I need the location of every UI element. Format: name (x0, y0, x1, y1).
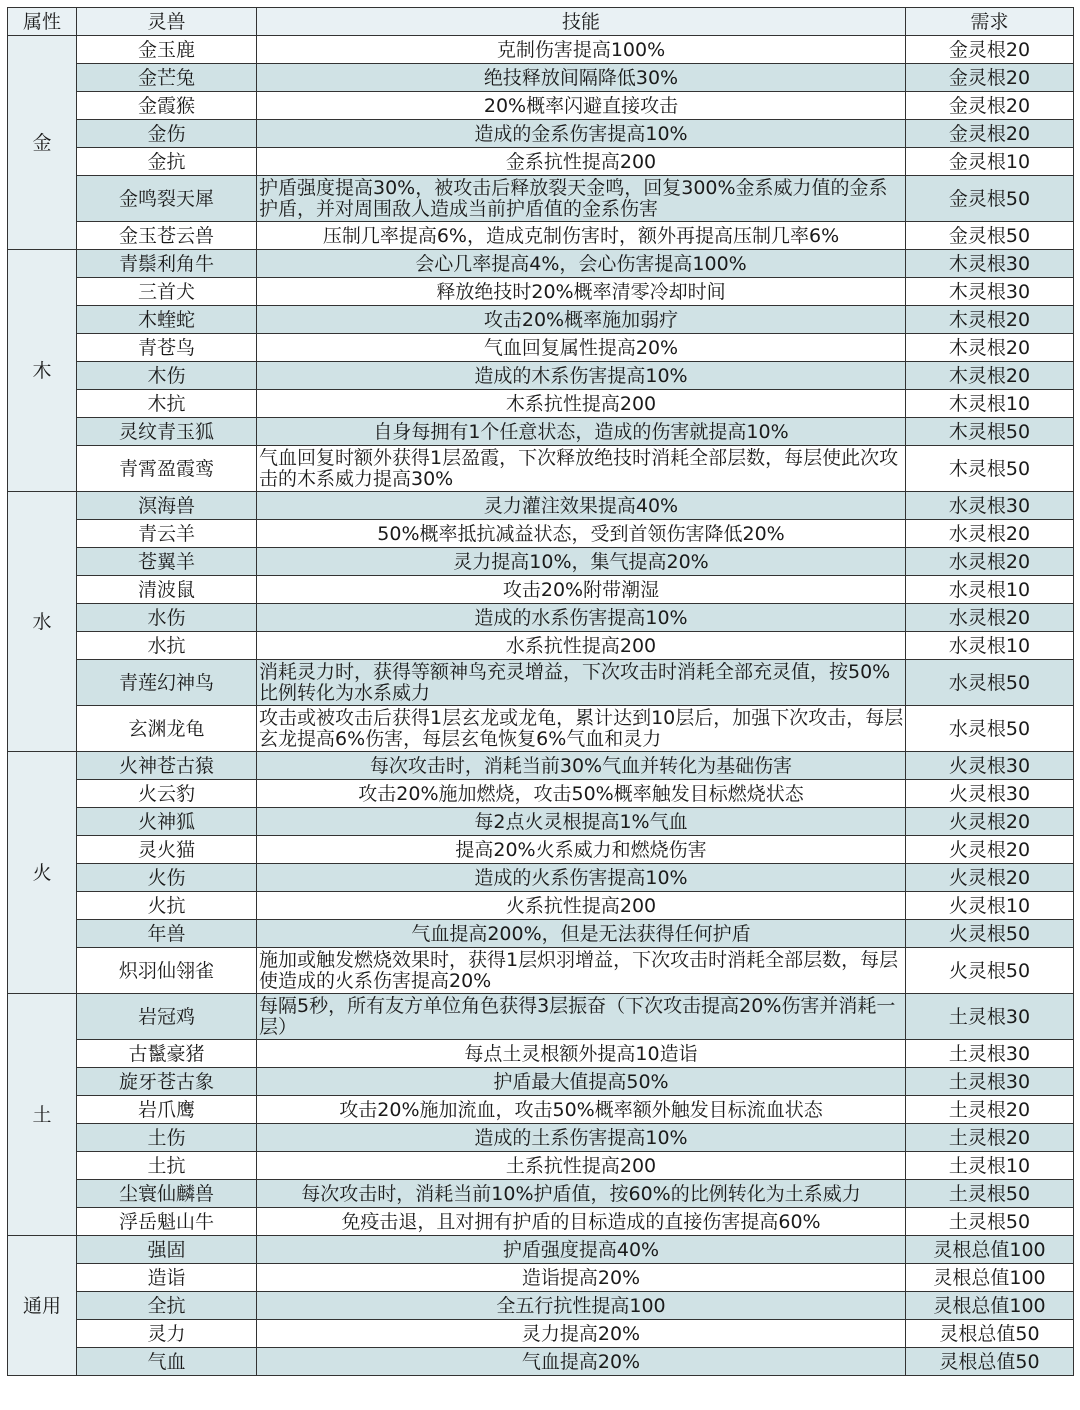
beast-cell: 土抗 (77, 1152, 257, 1180)
table-row (8, 780, 1074, 808)
beast-cell: 尘寰仙麟兽 (77, 1180, 257, 1208)
requirement-cell: 金灵根20 (906, 64, 1074, 92)
skill-cell: 护盾强度提高30%，被攻击后释放裂天金鸣，回复300%金系威力值的金系护盾，并对周围敌人造成当前护盾值的金系伤害 (257, 176, 906, 222)
skill-cell: 攻击20%附带潮湿 (257, 576, 906, 604)
requirement-cell: 灵根总值100 (906, 1292, 1074, 1320)
requirement-cell: 木灵根50 (906, 418, 1074, 446)
skill-cell: 土系抗性提高200 (257, 1152, 906, 1180)
table-row (8, 1068, 1074, 1096)
attribute-cell: 金 (8, 36, 77, 250)
beast-cell: 火抗 (77, 892, 257, 920)
attribute-cell: 通用 (8, 1236, 77, 1376)
beast-cell: 金鸣裂天犀 (77, 176, 257, 222)
table-row (8, 222, 1074, 250)
table-row (8, 752, 1074, 780)
table-row (8, 520, 1074, 548)
table-row (8, 362, 1074, 390)
skill-cell: 水系抗性提高200 (257, 632, 906, 660)
requirement-cell: 木灵根20 (906, 334, 1074, 362)
requirement-cell: 土灵根30 (906, 994, 1074, 1040)
requirement-cell: 金灵根20 (906, 92, 1074, 120)
table-row (8, 548, 1074, 576)
skill-cell: 每次攻击时，消耗当前30%气血并转化为基础伤害 (257, 752, 906, 780)
table-row (8, 604, 1074, 632)
table-row (8, 176, 1074, 222)
header-attr: 属性 (8, 8, 77, 36)
beast-cell: 溟海兽 (77, 492, 257, 520)
skill-cell: 火系抗性提高200 (257, 892, 906, 920)
skill-cell: 造诣提高20% (257, 1264, 906, 1292)
skill-cell: 绝技释放间隔降低30% (257, 64, 906, 92)
requirement-cell: 金灵根20 (906, 120, 1074, 148)
skill-cell: 灵力提高10%，集气提高20% (257, 548, 906, 576)
requirement-cell: 火灵根10 (906, 892, 1074, 920)
beast-cell: 青苍鸟 (77, 334, 257, 362)
skill-cell: 气血提高200%，但是无法获得任何护盾 (257, 920, 906, 948)
skill-cell: 压制几率提高6%，造成克制伤害时，额外再提高压制几率6% (257, 222, 906, 250)
beast-cell: 年兽 (77, 920, 257, 948)
table-row (8, 418, 1074, 446)
requirement-cell: 水灵根50 (906, 660, 1074, 706)
requirement-cell: 土灵根50 (906, 1208, 1074, 1236)
skill-cell: 攻击20%施加流血，攻击50%概率额外触发目标流血状态 (257, 1096, 906, 1124)
skill-cell: 50%概率抵抗减益状态，受到首领伤害降低20% (257, 520, 906, 548)
requirement-cell: 木灵根20 (906, 362, 1074, 390)
table-row (8, 1320, 1074, 1348)
table-row (8, 1096, 1074, 1124)
table-row (8, 306, 1074, 334)
beast-cell: 木抗 (77, 390, 257, 418)
skill-cell: 木系抗性提高200 (257, 390, 906, 418)
requirement-cell: 土灵根20 (906, 1124, 1074, 1152)
table-row (8, 120, 1074, 148)
requirement-cell: 火灵根50 (906, 948, 1074, 994)
table-row (8, 948, 1074, 994)
table-row (8, 576, 1074, 604)
beast-cell: 金芒兔 (77, 64, 257, 92)
table-row (8, 492, 1074, 520)
spirit-beast-table (7, 7, 1074, 1376)
skill-cell: 造成的木系伤害提高10% (257, 362, 906, 390)
table-row (8, 64, 1074, 92)
table-row (8, 1236, 1074, 1264)
beast-cell: 清波鼠 (77, 576, 257, 604)
requirement-cell: 火灵根20 (906, 836, 1074, 864)
skill-cell: 气血回复时额外获得1层盈霞，下次释放绝技时消耗全部层数，每层使此次攻击的木系威力提高30% (257, 446, 906, 492)
table-row (8, 1040, 1074, 1068)
skill-cell: 造成的金系伤害提高10% (257, 120, 906, 148)
skill-cell: 攻击20%概率施加弱疗 (257, 306, 906, 334)
table-row (8, 1264, 1074, 1292)
requirement-cell: 土灵根20 (906, 1096, 1074, 1124)
skill-cell: 护盾强度提高40% (257, 1236, 906, 1264)
skill-cell: 气血提高20% (257, 1348, 906, 1376)
beast-cell: 青霄盈霞鸾 (77, 446, 257, 492)
requirement-cell: 火灵根30 (906, 752, 1074, 780)
beast-cell: 造诣 (77, 1264, 257, 1292)
skill-cell: 提高20%火系威力和燃烧伤害 (257, 836, 906, 864)
requirement-cell: 土灵根50 (906, 1180, 1074, 1208)
beast-cell: 火云豹 (77, 780, 257, 808)
requirement-cell: 水灵根20 (906, 520, 1074, 548)
beast-cell: 金玉鹿 (77, 36, 257, 64)
beast-cell: 浮岳魁山牛 (77, 1208, 257, 1236)
skill-cell: 消耗灵力时，获得等额神鸟充灵增益，下次攻击时消耗全部充灵值，按50%比例转化为水系威力 (257, 660, 906, 706)
skill-cell: 金系抗性提高200 (257, 148, 906, 176)
requirement-cell: 木灵根30 (906, 278, 1074, 306)
beast-cell: 古鬣豪猪 (77, 1040, 257, 1068)
table-row (8, 706, 1074, 752)
beast-cell: 青鬃利角牛 (77, 250, 257, 278)
skill-cell: 会心几率提高4%，会心伤害提高100% (257, 250, 906, 278)
table-row (8, 278, 1074, 306)
table-row (8, 1208, 1074, 1236)
skill-cell: 20%概率闪避直接攻击 (257, 92, 906, 120)
header-beast: 灵兽 (77, 8, 257, 36)
table-row (8, 390, 1074, 418)
beast-cell: 旋牙苍古象 (77, 1068, 257, 1096)
beast-cell: 岩爪鹰 (77, 1096, 257, 1124)
beast-cell: 玄渊龙龟 (77, 706, 257, 752)
skill-cell: 护盾最大值提高50% (257, 1068, 906, 1096)
table-row (8, 994, 1074, 1040)
beast-cell: 土伤 (77, 1124, 257, 1152)
skill-cell: 灵力灌注效果提高40% (257, 492, 906, 520)
beast-cell: 青云羊 (77, 520, 257, 548)
skill-cell: 造成的火系伤害提高10% (257, 864, 906, 892)
beast-cell: 强固 (77, 1236, 257, 1264)
beast-cell: 火神狐 (77, 808, 257, 836)
requirement-cell: 土灵根10 (906, 1152, 1074, 1180)
requirement-cell: 金灵根20 (906, 36, 1074, 64)
beast-cell: 水抗 (77, 632, 257, 660)
requirement-cell: 火灵根50 (906, 920, 1074, 948)
table-row (8, 92, 1074, 120)
table-row (8, 864, 1074, 892)
attribute-cell: 土 (8, 994, 77, 1236)
requirement-cell: 金灵根10 (906, 148, 1074, 176)
requirement-cell: 灵根总值50 (906, 1320, 1074, 1348)
beast-cell: 灵纹青玉狐 (77, 418, 257, 446)
skill-cell: 气血回复属性提高20% (257, 334, 906, 362)
table-row (8, 1124, 1074, 1152)
requirement-cell: 土灵根30 (906, 1040, 1074, 1068)
skill-cell: 攻击20%施加燃烧，攻击50%概率触发目标燃烧状态 (257, 780, 906, 808)
beast-cell: 水伤 (77, 604, 257, 632)
skill-cell: 每点土灵根额外提高10造诣 (257, 1040, 906, 1068)
table-row (8, 250, 1074, 278)
table-row (8, 1180, 1074, 1208)
requirement-cell: 火灵根20 (906, 808, 1074, 836)
table-row (8, 36, 1074, 64)
header-row (8, 8, 1074, 36)
requirement-cell: 灵根总值100 (906, 1236, 1074, 1264)
beast-cell: 岩冠鸡 (77, 994, 257, 1040)
table-row (8, 632, 1074, 660)
requirement-cell: 火灵根20 (906, 864, 1074, 892)
requirement-cell: 水灵根30 (906, 492, 1074, 520)
requirement-cell: 土灵根30 (906, 1068, 1074, 1096)
table-row (8, 660, 1074, 706)
skill-cell: 自身每拥有1个任意状态，造成的伤害就提高10% (257, 418, 906, 446)
table-row (8, 334, 1074, 362)
beast-cell: 苍翼羊 (77, 548, 257, 576)
requirement-cell: 木灵根50 (906, 446, 1074, 492)
beast-cell: 火神苍古猿 (77, 752, 257, 780)
requirement-cell: 金灵根50 (906, 176, 1074, 222)
attribute-cell: 木 (8, 250, 77, 492)
beast-cell: 青莲幻神鸟 (77, 660, 257, 706)
table-row (8, 1292, 1074, 1320)
table-row (8, 1152, 1074, 1180)
table-row (8, 808, 1074, 836)
beast-cell: 金霞猴 (77, 92, 257, 120)
skill-cell: 每2点火灵根提高1%气血 (257, 808, 906, 836)
requirement-cell: 木灵根30 (906, 250, 1074, 278)
requirement-cell: 水灵根10 (906, 632, 1074, 660)
requirement-cell: 木灵根10 (906, 390, 1074, 418)
skill-cell: 灵力提高20% (257, 1320, 906, 1348)
requirement-cell: 灵根总值50 (906, 1348, 1074, 1376)
beast-cell: 金抗 (77, 148, 257, 176)
requirement-cell: 水灵根50 (906, 706, 1074, 752)
attribute-cell: 水 (8, 492, 77, 752)
attribute-cell: 火 (8, 752, 77, 994)
beast-cell: 木蝰蛇 (77, 306, 257, 334)
beast-cell: 气血 (77, 1348, 257, 1376)
beast-cell: 全抗 (77, 1292, 257, 1320)
skill-cell: 攻击或被攻击后获得1层玄龙或龙龟，累计达到10层后，加强下次攻击，每层玄龙提高6%伤害，每层玄龟恢复6%气血和灵力 (257, 706, 906, 752)
table-row (8, 836, 1074, 864)
skill-cell: 造成的水系伤害提高10% (257, 604, 906, 632)
beast-cell: 火伤 (77, 864, 257, 892)
requirement-cell: 水灵根10 (906, 576, 1074, 604)
header-skill: 技能 (257, 8, 906, 36)
skill-cell: 免疫击退，且对拥有护盾的目标造成的直接伤害提高60% (257, 1208, 906, 1236)
beast-cell: 木伤 (77, 362, 257, 390)
table-row (8, 1348, 1074, 1376)
requirement-cell: 金灵根50 (906, 222, 1074, 250)
skill-cell: 克制伤害提高100% (257, 36, 906, 64)
table-row (8, 920, 1074, 948)
table-row (8, 892, 1074, 920)
beast-cell: 金伤 (77, 120, 257, 148)
skill-cell: 造成的土系伤害提高10% (257, 1124, 906, 1152)
beast-cell: 金玉苍云兽 (77, 222, 257, 250)
beast-cell: 灵力 (77, 1320, 257, 1348)
header-req: 需求 (906, 8, 1074, 36)
table-row (8, 446, 1074, 492)
skill-cell: 每隔5秒，所有友方单位角色获得3层振奋（下次攻击提高20%伤害并消耗一层） (257, 994, 906, 1040)
skill-cell: 全五行抗性提高100 (257, 1292, 906, 1320)
requirement-cell: 水灵根20 (906, 604, 1074, 632)
requirement-cell: 水灵根20 (906, 548, 1074, 576)
table-body (8, 36, 1074, 1376)
requirement-cell: 木灵根20 (906, 306, 1074, 334)
beast-cell: 三首犬 (77, 278, 257, 306)
requirement-cell: 火灵根30 (906, 780, 1074, 808)
skill-cell: 释放绝技时20%概率清零冷却时间 (257, 278, 906, 306)
skill-cell: 施加或触发燃烧效果时，获得1层炽羽增益，下次攻击时消耗全部层数，每层使造成的火系伤害提高20% (257, 948, 906, 994)
beast-cell: 炽羽仙翎雀 (77, 948, 257, 994)
requirement-cell: 灵根总值100 (906, 1264, 1074, 1292)
table-row (8, 148, 1074, 176)
skill-cell: 每次攻击时，消耗当前10%护盾值，按60%的比例转化为土系威力 (257, 1180, 906, 1208)
beast-cell: 灵火猫 (77, 836, 257, 864)
